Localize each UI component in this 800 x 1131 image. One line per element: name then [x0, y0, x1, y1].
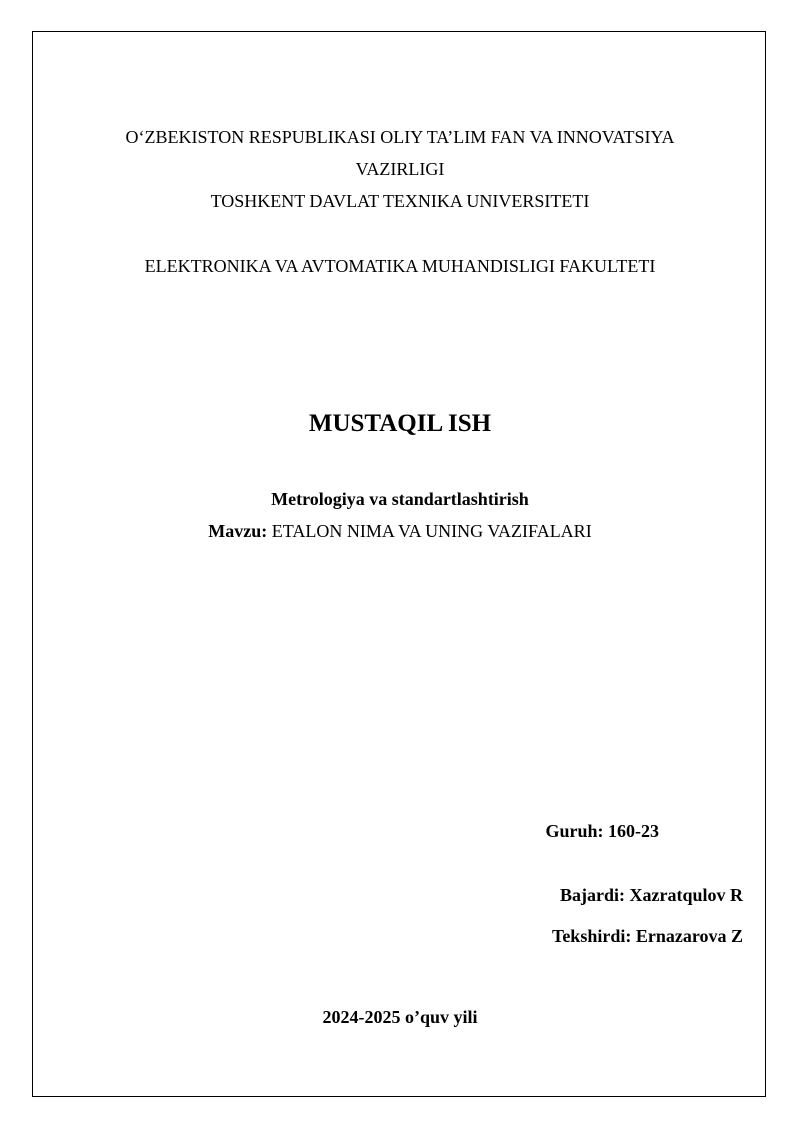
- document-title: MUSTAQIL ISH: [308, 410, 492, 437]
- subject-name: Metrologiya va standartlashtirish: [271, 489, 529, 509]
- topic-line: [0, 521, 800, 541]
- topic-label: Mavzu:: [208, 521, 268, 541]
- checked-by: Tekshirdi: Ernazarova Z: [551, 926, 743, 946]
- topic-value: ETALON NIMA VA UNING VAZIFALARI: [267, 521, 592, 541]
- group-info: Guruh: 160-23: [545, 821, 659, 841]
- performed-by: Bajardi: Xazratqulov R: [560, 885, 743, 905]
- university-name: TOSHKENT DAVLAT TEXNIKA UNIVERSITETI: [210, 191, 590, 211]
- academic-year: 2024-2025 o’quv yili: [322, 1007, 478, 1027]
- faculty-name: ELEKTRONIKA VA AVTOMATIKA MUHANDISLIGI FAKULTETI: [144, 256, 656, 276]
- ministry-line-1: O‘ZBEKISTON RESPUBLIKASI OLIY TA’LIM FAN VA INNOVATSIYA: [125, 127, 675, 147]
- ministry-line-2: VAZIRLIGI: [355, 159, 445, 179]
